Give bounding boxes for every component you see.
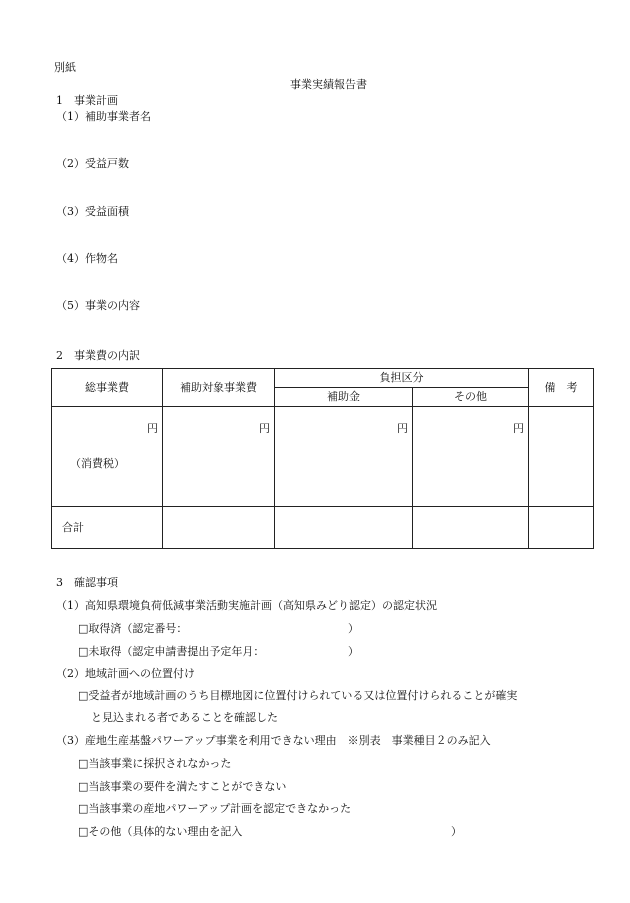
header-subsidized-cost: 補助対象事業費 (163, 369, 275, 407)
section3-item2-title: （2）地域計画への位置付け (56, 667, 195, 680)
section1-item-applicant: （1）補助事業者名 (56, 110, 151, 123)
cell-total-cost (52, 407, 163, 507)
header-burden: 負担区分 (275, 369, 529, 388)
other-reason-close-paren: ） (451, 825, 462, 838)
header-remarks: 備 考 (529, 369, 594, 407)
section1-item-crop: （4）作物名 (56, 252, 118, 265)
checkbox-not-certified[interactable]: □未取得（認定申請書提出予定年月： (78, 645, 265, 658)
total-remarks (529, 507, 594, 549)
section1-item-households: （2）受益戸数 (56, 157, 129, 170)
checkbox-not-adopted[interactable]: □当該事業に採択されなかった (78, 757, 232, 770)
checkbox-regional-plan[interactable]: □受益者が地域計画のうち目標地図に位置付けられている又は位置付けられることが確実 (78, 689, 518, 702)
section3-item1-title: （1）高知県環境負荷低減事業活動実施計画（高知県みどり認定）の認定状況 (56, 599, 437, 612)
section3-heading: 3 確認事項 (56, 576, 118, 589)
total-subsidy (275, 507, 413, 549)
yen-unit: 円 (259, 422, 270, 435)
regional-plan-line2: と見込まれる者であることを確認した (91, 711, 278, 724)
tax-label: （消費税） (70, 457, 125, 470)
section1-item-content: （5）事業の内容 (56, 299, 140, 312)
section3-item3-title: （3）産地生産基盤パワーアップ事業を利用できない理由 ※別表 事業種目２のみ記入 (56, 734, 491, 747)
not-certified-close-paren: ） (348, 645, 359, 658)
section1-heading: 1 事業計画 (56, 94, 118, 107)
checkbox-requirements-unmet[interactable]: □当該事業の要件を満たすことができない (78, 780, 287, 793)
cell-remarks (529, 407, 594, 507)
yen-unit: 円 (397, 422, 408, 435)
document-title: 事業実績報告書 (290, 78, 367, 91)
section2-heading: 2 事業費の内訳 (56, 349, 140, 362)
header-total-cost: 総事業費 (52, 369, 163, 407)
total-subsidized-cost (163, 507, 275, 549)
checkbox-plan-not-approved[interactable]: □当該事業の産地パワーアップ計画を認定できなかった (78, 802, 352, 815)
header-subsidy: 補助金 (275, 388, 413, 407)
certified-close-paren: ） (348, 622, 359, 635)
total-label: 合計 (52, 507, 163, 549)
cell-subsidy (275, 407, 413, 507)
total-other (413, 507, 529, 549)
checkbox-certified[interactable]: □取得済（認定番号： (78, 622, 188, 635)
header-other: その他 (413, 388, 529, 407)
cost-breakdown-table (51, 368, 594, 549)
attachment-label: 別紙 (54, 61, 76, 74)
yen-unit: 円 (147, 422, 158, 435)
checkbox-other-reason[interactable]: □その他（具体的ない理由を記入 (78, 825, 243, 838)
section1-item-area: （3）受益面積 (56, 205, 129, 218)
cell-subsidized-cost (163, 407, 275, 507)
yen-unit: 円 (513, 422, 524, 435)
cell-other (413, 407, 529, 507)
